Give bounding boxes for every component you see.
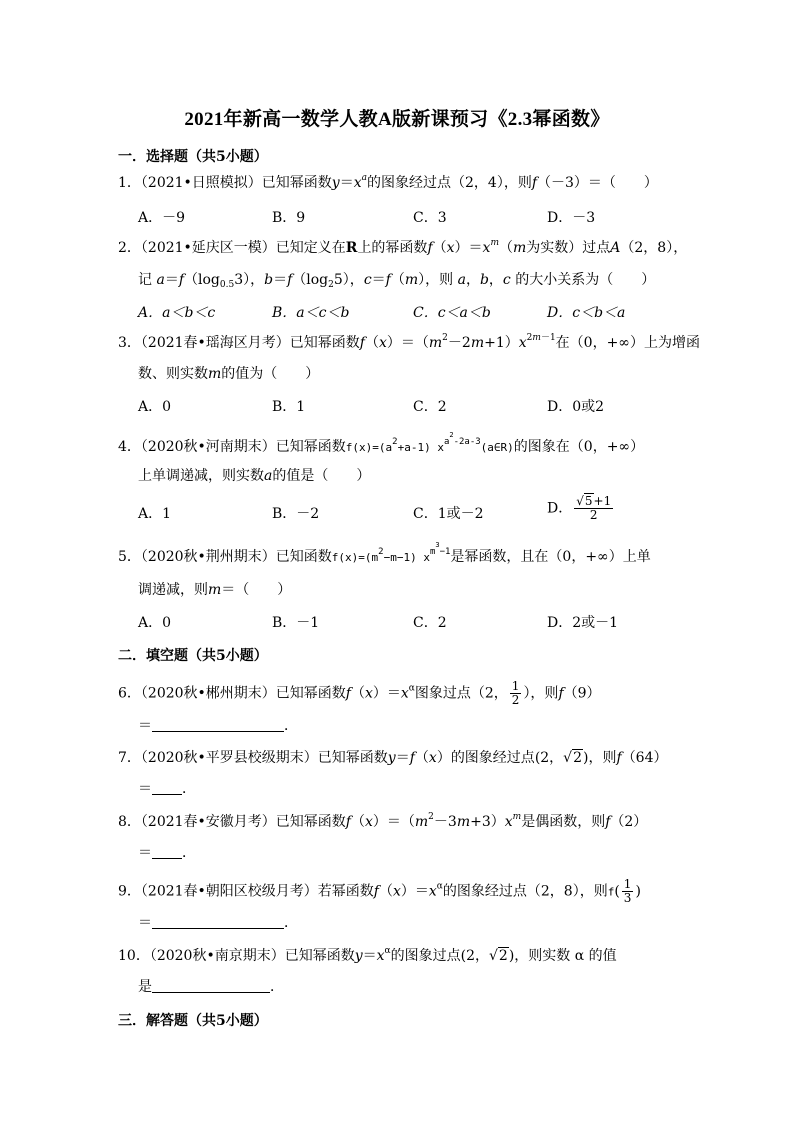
option-c[interactable]: C．2 (413, 615, 447, 631)
section-fill-in: 二．填空题（共5小题） (118, 648, 268, 664)
question-4: 4．（2020秋•河南期末）已知幂函数$f(x)=(a^2+a-1)$ $x^{a^2-2a-3}(a\in R)$的图象在（0，+∞） (118, 431, 645, 455)
section-free-response: 三．解答题（共5小题） (118, 1013, 268, 1029)
question-7-answer: ＝ ． (138, 781, 196, 797)
question-9-answer: ＝ ． (138, 915, 298, 931)
option-b[interactable]: B．1 (272, 399, 306, 415)
option-a[interactable]: A．－9 (138, 210, 186, 226)
option-d[interactable]: D．0或2 (547, 399, 605, 415)
question-5: 5．（2020秋•荆州期末）已知函数$f(x)=(m^2-m-1)$ $x^{m^3-1}$是幂函数，且在（0，+∞）上单 (118, 541, 651, 565)
question-1: 1．（2021•日照模拟）已知幂函数$y=x^a$的图象经过点（2，4），则f（－3）＝（ ） (118, 173, 658, 191)
question-10: 10．（2020秋•南京期末）已知幂函数$y=x^\alpha$的图象过点(2，√2)，则实数 α 的值 (118, 946, 617, 964)
option-a[interactable]: A．a＜b＜c (138, 305, 216, 321)
question-5-cont: 调递减，则m＝（ ） (138, 582, 292, 598)
option-d[interactable]: D．－3 (547, 210, 596, 226)
question-4-cont: 上单调递减，则实数a的值是（ ） (138, 468, 371, 484)
question-3-cont: 数、则实数m的值为（ ） (138, 366, 320, 382)
answer-blank[interactable] (152, 717, 284, 732)
question-2-cont: 记 $a=f(\log_{0.5}3)$，$b=f(\log_25)$，c＝f（m），则 a，b，c 的大小关系为（ ） (138, 272, 656, 290)
question-3: 3．（2021春•瑶海区月考）已知幂函数$f(x)=(m^2-2m+1)x^{2m-1}$在（0，+∞）上为增函 (118, 333, 700, 351)
option-b[interactable]: B．－2 (272, 506, 320, 522)
question-8: 8．（2021春•安徽月考）已知幂函数$f(x)=(m^2-3m+3)x^m$是偶函数，则f（2） (118, 812, 648, 830)
option-b[interactable]: B．9 (272, 210, 306, 226)
question-9: 9．（2021春•朝阳区校级月考）若幂函数$f(x)=x^\alpha$的图象经过点（2，8），则f( $\frac{1}{3}$ ) (118, 877, 641, 905)
option-a[interactable]: A．1 (138, 506, 172, 522)
option-d[interactable]: D．2或－1 (547, 615, 619, 631)
answer-blank[interactable] (152, 780, 182, 795)
page-title: 2021年新高一数学人教A版新课预习《2.3幂函数》 (184, 109, 610, 130)
answer-blank[interactable] (152, 978, 270, 993)
option-c[interactable]: C．c＜a＜b (413, 305, 491, 321)
question-2: 2．（2021•延庆区一模）已知定义在R上的幂函数$f(x)=x^m(m$为实数）过点A（2，8）， (118, 238, 688, 256)
option-d[interactable]: D．c＜b＜a (547, 305, 626, 321)
question-6-answer: ＝ ． (138, 718, 298, 734)
option-b[interactable]: B．－1 (272, 615, 320, 631)
question-8-answer: ＝ ． (138, 845, 196, 861)
option-c[interactable]: C．2 (413, 399, 447, 415)
option-a[interactable]: A．0 (138, 399, 172, 415)
option-b[interactable]: B．a＜c＜b (272, 305, 350, 321)
option-a[interactable]: A．0 (138, 615, 172, 631)
question-10-answer: 是 ． (138, 979, 284, 995)
question-7: 7．（2020秋•平罗县校级期末）已知幂函数y＝f（x）的图象经过点(2，√2)，则f（64） (118, 750, 668, 766)
answer-blank[interactable] (152, 914, 284, 929)
option-c[interactable]: C．1或－2 (413, 506, 484, 522)
option-d[interactable]: D． $\frac{√5+1}{2}$ (547, 494, 612, 522)
answer-blank[interactable] (152, 844, 182, 859)
section-multiple-choice: 一．选择题（共5小题） (118, 149, 268, 165)
option-c[interactable]: C．3 (413, 210, 447, 226)
question-6: 6．（2020秋•郴州期末）已知幂函数$f(x)=x^\alpha$图象过点（2， $\frac{1}{2}$ ），则f（9） (118, 679, 601, 707)
